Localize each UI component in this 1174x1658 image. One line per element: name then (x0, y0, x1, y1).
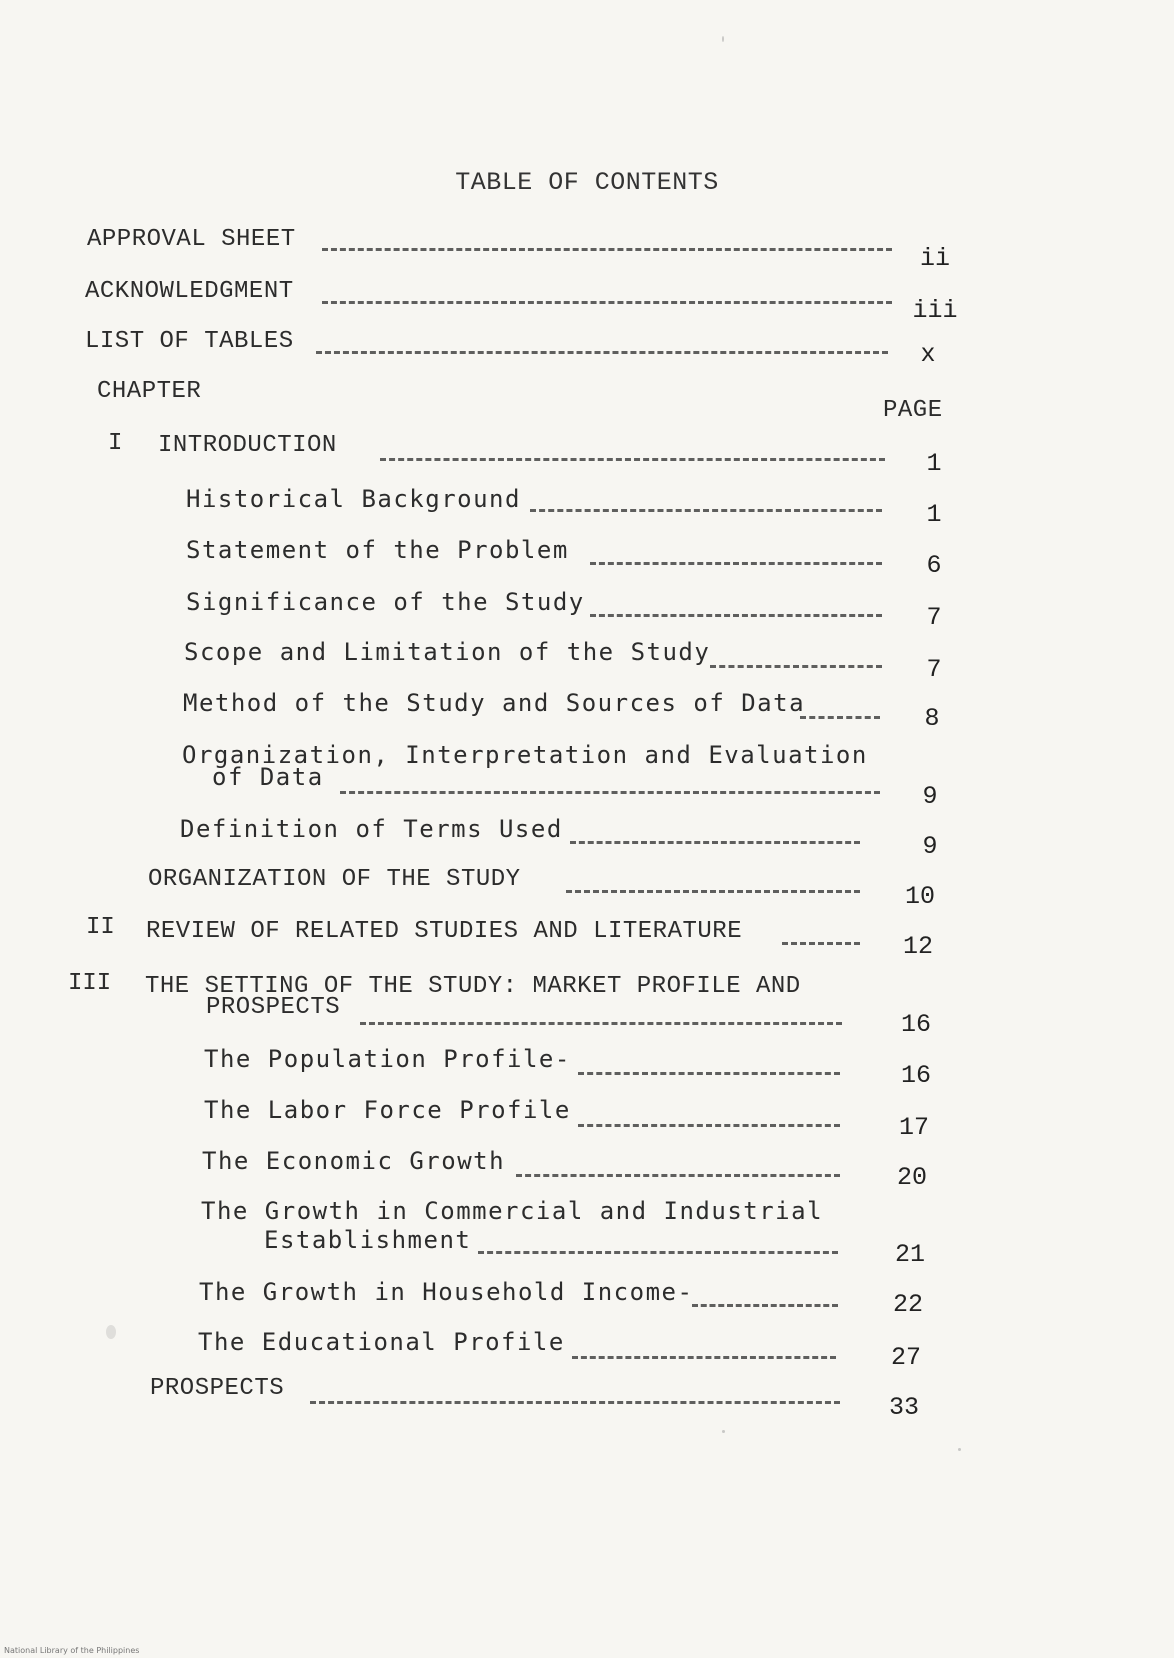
dot-leader (692, 1298, 838, 1307)
toc-entry-list-of-tables: LIST OF TABLES (85, 328, 294, 355)
toc-section-household-income: The Growth in Household Income- (199, 1278, 694, 1306)
scan-footer: National Library of the Philippines (4, 1646, 140, 1655)
toc-section-historical-background: Historical Background (186, 485, 521, 513)
page-number: 9 (922, 782, 938, 811)
page-number: 1 (926, 449, 942, 478)
toc-entry-approval-sheet: APPROVAL SHEET (87, 226, 296, 253)
page-number: 7 (926, 603, 942, 632)
chapter-column-header: CHAPTER (97, 378, 202, 405)
dot-leader (478, 1245, 838, 1254)
toc-section-scope-limitation: Scope and Limitation of the Study (184, 638, 711, 666)
dot-leader (566, 884, 860, 893)
dot-leader (340, 785, 880, 794)
toc-entry-acknowledgment: ACKNOWLEDGMENT (85, 278, 294, 305)
dot-leader (570, 835, 860, 844)
toc-section-organization-interpretation-cont: of Data (212, 763, 324, 791)
toc-section-educational-profile: The Educational Profile (198, 1328, 565, 1356)
scan-speck (722, 36, 724, 42)
page-number: 12 (902, 932, 933, 961)
toc-section-significance: Significance of the Study (186, 588, 585, 616)
chapter-title-setting: THE SETTING OF THE STUDY: MARKET PROFILE AND (145, 973, 801, 1000)
dot-leader (578, 1066, 840, 1075)
dot-leader (360, 1016, 842, 1025)
dot-leader (322, 295, 892, 304)
page-number: 17 (898, 1113, 929, 1142)
dot-leader (710, 659, 882, 668)
dot-leader (572, 1350, 836, 1359)
dot-leader (310, 1395, 840, 1404)
page-number: 10 (904, 882, 935, 911)
dot-leader (590, 556, 882, 565)
scan-speck (958, 1448, 961, 1451)
chapter-numeral: III (68, 970, 112, 997)
toc-title: TABLE OF CONTENTS (455, 168, 719, 197)
toc-section-commercial-industrial: The Growth in Commercial and Industrial (201, 1197, 824, 1225)
chapter-title-setting-cont: PROSPECTS (206, 994, 341, 1021)
toc-section-economic-growth: The Economic Growth (202, 1147, 506, 1175)
toc-section-organization-interpretation: Organization, Interpretation and Evaluation (182, 741, 868, 769)
toc-section-commercial-industrial-cont: Establishment (264, 1226, 472, 1254)
page-number: 1 (926, 500, 942, 529)
dot-leader (590, 608, 882, 617)
page-number: x (920, 340, 936, 369)
dot-leader (782, 936, 860, 945)
dot-leader (578, 1118, 840, 1127)
dot-leader (516, 1168, 840, 1177)
page-number: 9 (922, 832, 938, 861)
scan-speck (106, 1325, 116, 1339)
page-number: ii (919, 244, 950, 273)
toc-section-statement-of-problem: Statement of the Problem (186, 536, 569, 564)
toc-entry-prospects: PROSPECTS (150, 1375, 285, 1402)
dot-leader (316, 345, 888, 354)
scan-speck (722, 1430, 725, 1433)
page-number: 22 (892, 1290, 923, 1319)
dot-leader (530, 503, 882, 512)
page-number: 21 (894, 1240, 925, 1269)
page-number: 7 (926, 655, 942, 684)
chapter-title-introduction: INTRODUCTION (158, 432, 337, 459)
toc-section-labor-force: The Labor Force Profile (204, 1096, 571, 1124)
page-number: iii (912, 296, 958, 325)
dot-leader (380, 452, 885, 461)
chapter-numeral: II (86, 914, 115, 941)
page-number: 6 (926, 551, 942, 580)
page-column-header: PAGE (883, 397, 943, 424)
page-number: 33 (888, 1393, 919, 1422)
page-number: 20 (896, 1163, 927, 1192)
dot-leader (800, 710, 880, 719)
page-number: 8 (924, 704, 940, 733)
page-number: 16 (900, 1010, 931, 1039)
page-number: 27 (890, 1343, 921, 1372)
chapter-title-review: REVIEW OF RELATED STUDIES AND LITERATURE (146, 918, 743, 945)
toc-section-population: The Population Profile- (204, 1045, 571, 1073)
dot-leader (322, 242, 892, 251)
chapter-numeral: I (108, 430, 123, 457)
toc-entry-organization-of-study: ORGANIZATION OF THE STUDY (148, 866, 521, 893)
toc-section-method: Method of the Study and Sources of Data (183, 689, 806, 717)
page-number: 16 (900, 1061, 931, 1090)
toc-section-definition-terms: Definition of Terms Used (180, 815, 563, 843)
